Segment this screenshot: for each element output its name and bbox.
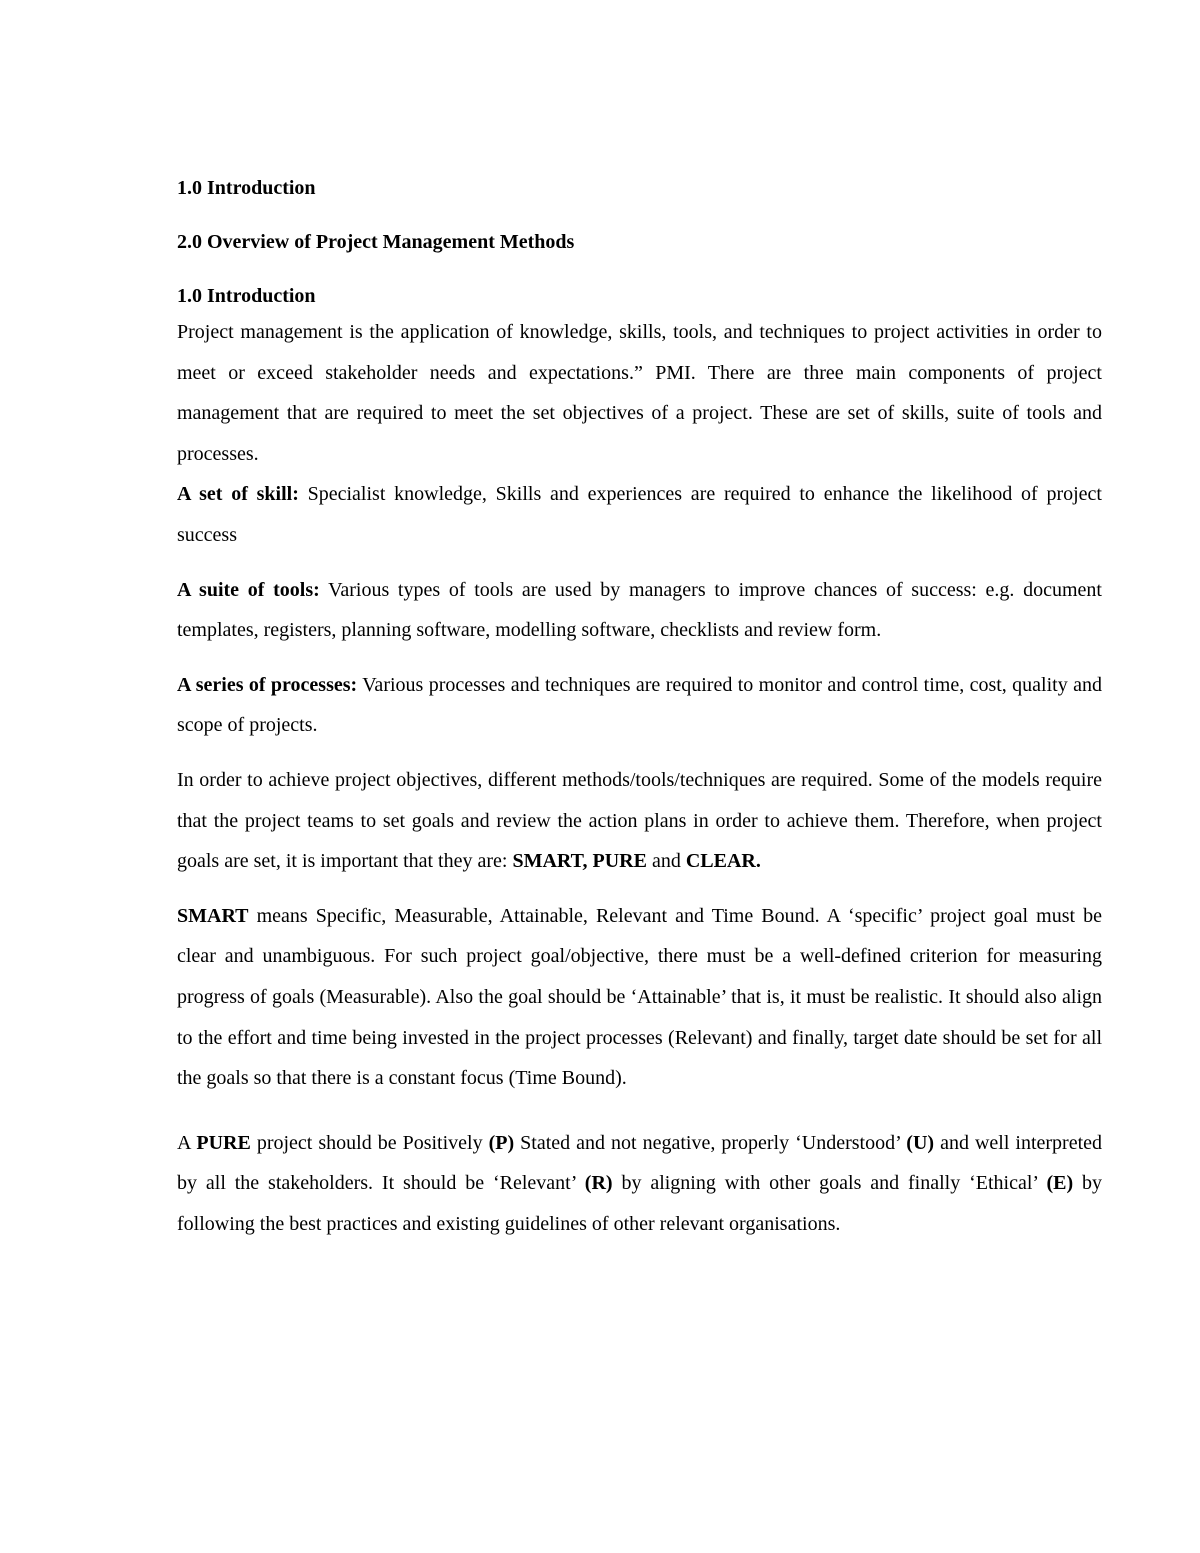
pure-e-marker: (E) bbox=[1046, 1172, 1074, 1195]
skill-text: Specialist knowledge, Skills and experiences are required to enhance the likelihood of project success bbox=[177, 483, 1102, 546]
objectives-text: In order to achieve project objectives, different methods/tools/techniques are required. Some of the models require that the project teams to set goals and review the action plans in order to achieve them. Therefore, when project goals are set, it is important that they are: bbox=[177, 768, 1102, 873]
intro-paragraph-text: Project management is the application of knowledge, skills, tools, and techniques to project activities in order to meet or exceed stakeholder needs and expectations.” PMI. There are three main components of project management that are required to meet the set objectives of a project. These are set of skills, suite of tools and processes. bbox=[177, 321, 1102, 465]
intro-paragraph bbox=[177, 312, 1102, 474]
processes-paragraph bbox=[177, 665, 1102, 746]
section-heading-introduction: 1.0 Introduction bbox=[177, 285, 316, 307]
processes-label: A series of processes: bbox=[177, 673, 358, 696]
pure-p-marker: (P) bbox=[488, 1131, 515, 1154]
pure-text-3: and well interpreted by all the stakeholders. It should be ‘Relevant’ bbox=[177, 1131, 1103, 1195]
tools-paragraph bbox=[177, 570, 1102, 651]
toc-item-introduction: 1.0 Introduction bbox=[177, 177, 316, 199]
pure-label: PURE bbox=[196, 1131, 251, 1154]
tools-label: A suite of tools: bbox=[177, 578, 320, 601]
pure-text-4: by aligning with other goals and finally ‘Ethical’ bbox=[612, 1172, 1047, 1195]
toc-item-overview: 2.0 Overview of Project Management Methods bbox=[177, 231, 575, 253]
pure-text-1: project should be Positively bbox=[250, 1131, 489, 1154]
clear-bold: CLEAR. bbox=[685, 850, 761, 873]
objectives-paragraph bbox=[177, 760, 1102, 882]
smart-label: SMART bbox=[177, 904, 249, 927]
pure-a: A bbox=[177, 1131, 197, 1154]
skill-paragraph bbox=[177, 474, 1102, 555]
skill-label: A set of skill: bbox=[177, 483, 299, 506]
tools-text: Various types of tools are used by managers to improve chances of success: e.g. document templates, registers, planning software, modelling software, checklists and review form. bbox=[177, 578, 1102, 642]
smart-paragraph bbox=[177, 896, 1102, 1099]
and-word: and bbox=[646, 850, 686, 873]
smart-text: means Specific, Measurable, Attainable, Relevant and Time Bound. A ‘specific’ project goal must be clear and unambiguous. For such project goal/objective, there must be a well-defined criterion for measuring progress of goals (Measurable). Also the goal should be ‘Attainable’ that is, it must be realistic. It should also align to the effort and time being invested in the project processes (Relevant) and finally, target date should be set for all the goals so that there is a constant focus (Time Bound). bbox=[177, 904, 1102, 1090]
pure-paragraph bbox=[177, 1123, 1102, 1245]
document-page bbox=[177, 172, 1102, 1244]
smart-pure-bold: SMART, PURE bbox=[512, 850, 647, 873]
pure-u-marker: (U) bbox=[906, 1131, 935, 1154]
pure-r-marker: (R) bbox=[584, 1172, 613, 1195]
pure-text-5: by following the best practices and existing guidelines of other relevant organisations. bbox=[177, 1172, 1103, 1235]
pure-text-2: Stated and not negative, properly ‘Understood’ bbox=[514, 1131, 907, 1154]
processes-text: Various processes and techniques are required to monitor and control time, cost, quality and scope of projects. bbox=[177, 673, 1102, 737]
